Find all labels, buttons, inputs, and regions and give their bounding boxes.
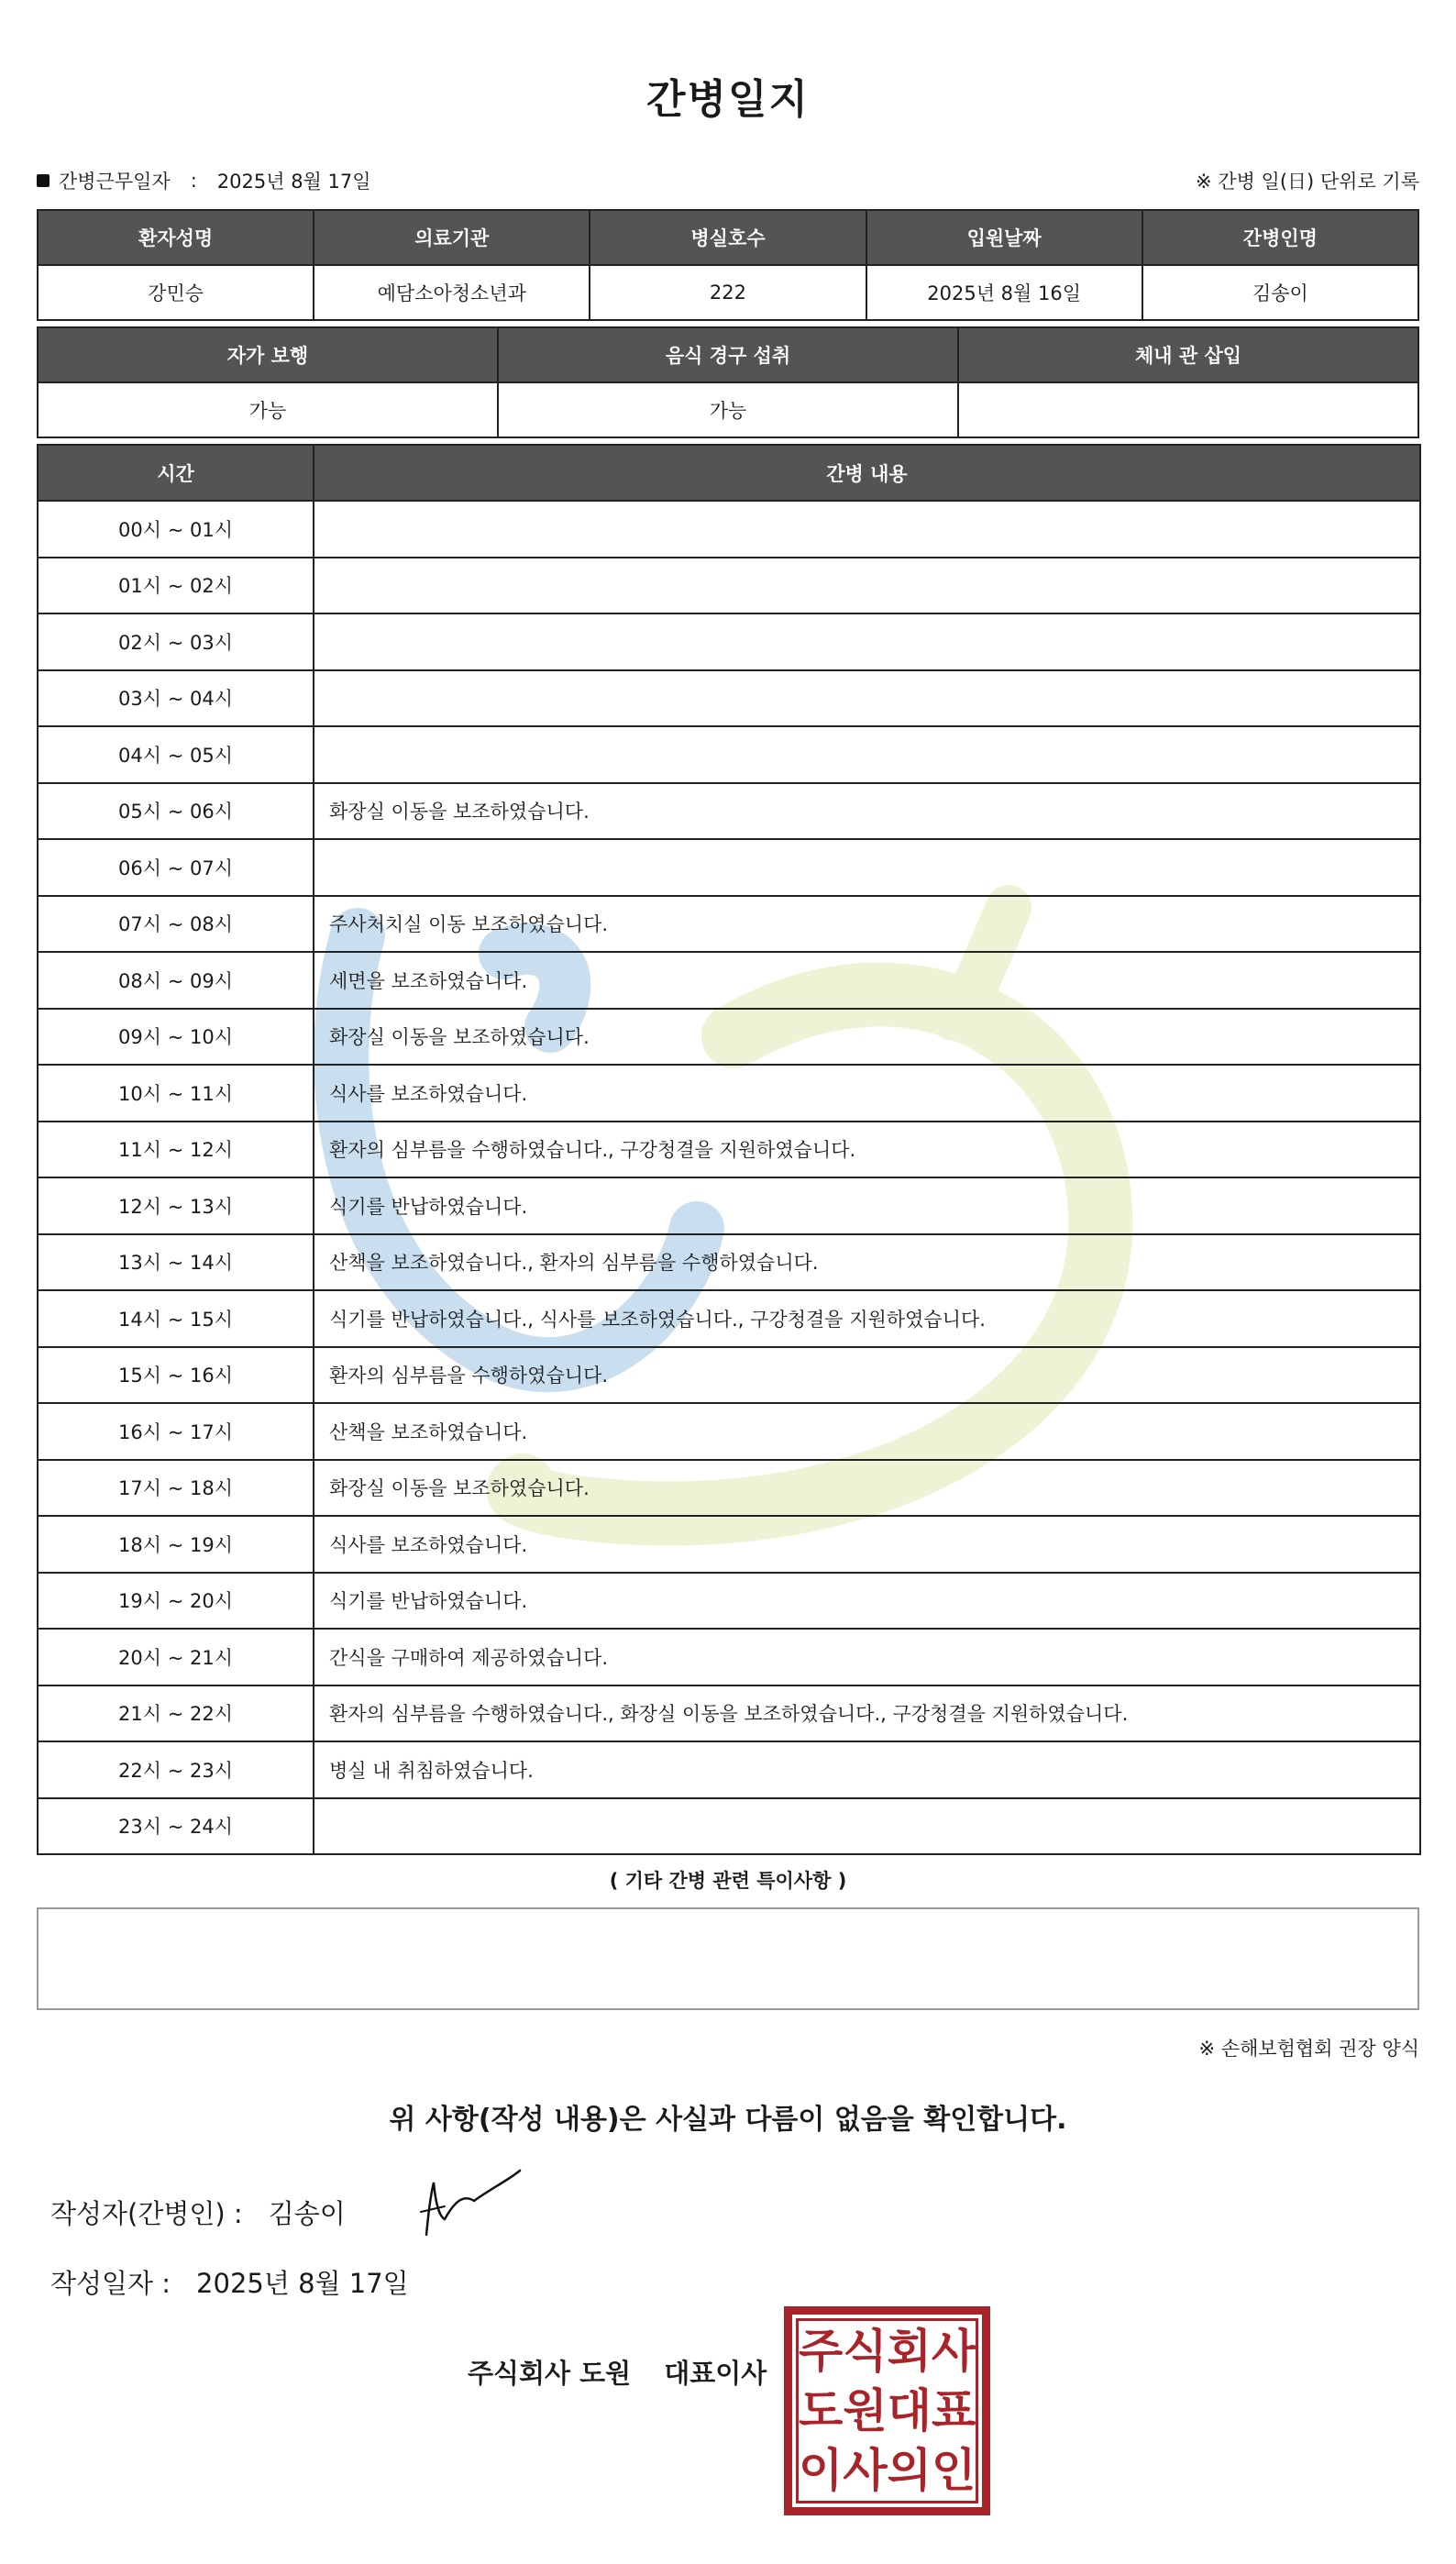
care-content-cell — [314, 1798, 1420, 1855]
header-care-content: 간병 내용 — [314, 445, 1420, 501]
care-content-cell: 식사를 보조하였습니다. — [314, 1516, 1420, 1573]
table-row — [38, 952, 1420, 1009]
care-content-cell — [314, 613, 1420, 670]
time-cell: 10시 ~ 11시 — [38, 1065, 314, 1122]
header-caregiver-name: 간병인명 — [1142, 210, 1418, 265]
company-signature — [468, 2353, 767, 2391]
table-row — [38, 1685, 1420, 1742]
time-cell: 04시 ~ 05시 — [38, 726, 314, 783]
special-notes-box — [37, 1907, 1419, 2010]
writer-label: 작성자(간병인) : — [50, 2198, 243, 2229]
seal-char: 주 — [799, 2324, 844, 2378]
work-date-separator: : — [190, 170, 197, 192]
table-row — [38, 783, 1420, 840]
confirmation-statement: 위 사항(작성 내용)은 사실과 다름이 없음을 확인합니다. — [389, 2104, 1067, 2136]
table-row — [38, 1065, 1420, 1122]
admission-date: 2025년 8월 16일 — [866, 265, 1142, 320]
writer-name: 김송이 — [268, 2198, 346, 2229]
care-content-cell — [314, 558, 1420, 614]
care-content-cell — [314, 501, 1420, 558]
patient-name: 강민승 — [38, 265, 314, 320]
table-row — [38, 1573, 1420, 1630]
signature-icon — [417, 2166, 527, 2239]
seal-char: 대 — [887, 2383, 932, 2437]
table-row — [38, 670, 1420, 727]
seal-grid — [796, 2318, 978, 2503]
seal-char: 의 — [887, 2444, 932, 2498]
care-content-cell — [314, 670, 1420, 727]
time-cell: 02시 ~ 03시 — [38, 613, 314, 670]
time-cell: 11시 ~ 12시 — [38, 1122, 314, 1178]
representative-title: 대표이사 — [664, 2358, 767, 2389]
time-cell: 01시 ~ 02시 — [38, 558, 314, 614]
care-content-cell: 간식을 구매하여 제공하였습니다. — [314, 1629, 1420, 1685]
care-content-cell: 세면을 보조하였습니다. — [314, 952, 1420, 1009]
header-tube-insertion: 체내 관 삽입 — [958, 327, 1418, 382]
header-oral-intake: 음식 경구 섭취 — [498, 327, 958, 382]
seal-char: 이 — [799, 2444, 844, 2498]
seal-char: 사 — [931, 2324, 976, 2378]
table-row — [38, 1009, 1420, 1066]
time-cell: 12시 ~ 13시 — [38, 1177, 314, 1234]
header-time: 시간 — [38, 445, 314, 501]
care-content-cell — [314, 839, 1420, 896]
table-row — [38, 1403, 1420, 1460]
care-content-cell: 식기를 반납하였습니다., 식사를 보조하였습니다., 구강청결을 지원하였습니다. — [314, 1290, 1420, 1347]
care-content-cell: 식사를 보조하였습니다. — [314, 1065, 1420, 1122]
care-content-cell: 병실 내 취침하였습니다. — [314, 1741, 1420, 1798]
time-cell: 08시 ~ 09시 — [38, 952, 314, 1009]
table-row — [38, 1629, 1420, 1685]
written-date-label: 작성일자 : — [50, 2268, 171, 2299]
table-row — [38, 501, 1420, 558]
care-log-table — [37, 444, 1421, 1855]
seal-char: 표 — [931, 2383, 976, 2437]
bullet-icon — [37, 174, 50, 187]
table-row — [38, 896, 1420, 953]
table-row — [38, 1516, 1420, 1573]
care-content-cell: 식기를 반납하였습니다. — [314, 1573, 1420, 1630]
header-self-walking: 자가 보행 — [38, 327, 498, 382]
patient-info-table — [37, 209, 1419, 321]
table-row — [38, 726, 1420, 783]
table-row — [38, 839, 1420, 896]
time-cell: 05시 ~ 06시 — [38, 783, 314, 840]
time-cell: 21시 ~ 22시 — [38, 1685, 314, 1742]
table-row — [38, 1741, 1420, 1798]
written-date-value: 2025년 8월 17일 — [196, 2268, 409, 2299]
unit-note: ※ 간병 일(日) 단위로 기록 — [1196, 171, 1419, 193]
seal-char: 원 — [843, 2383, 888, 2437]
header-patient-name: 환자성명 — [38, 210, 314, 265]
caregiver-name: 김송이 — [1142, 265, 1418, 320]
seal-char: 회 — [887, 2324, 932, 2378]
room-number: 222 — [590, 265, 866, 320]
table-row — [38, 558, 1420, 614]
care-content-cell: 식기를 반납하였습니다. — [314, 1177, 1420, 1234]
company-seal-icon — [784, 2306, 990, 2515]
header-hospital: 의료기관 — [314, 210, 590, 265]
self-walking: 가능 — [38, 382, 498, 437]
time-cell: 13시 ~ 14시 — [38, 1234, 314, 1291]
time-cell: 20시 ~ 21시 — [38, 1629, 314, 1685]
time-cell: 22시 ~ 23시 — [38, 1741, 314, 1798]
time-cell: 18시 ~ 19시 — [38, 1516, 314, 1573]
recommend-note: ※ 손해보험협회 권장 양식 — [1198, 2038, 1419, 2060]
seal-char: 인 — [931, 2444, 976, 2498]
seal-char: 식 — [843, 2324, 888, 2378]
header-room-number: 병실호수 — [590, 210, 866, 265]
time-cell: 19시 ~ 20시 — [38, 1573, 314, 1630]
time-cell: 03시 ~ 04시 — [38, 670, 314, 727]
written-date-row — [50, 2263, 409, 2301]
table-row — [38, 1122, 1420, 1178]
tube-insertion — [958, 382, 1418, 437]
care-content-cell: 화장실 이동을 보조하였습니다. — [314, 1460, 1420, 1517]
special-notes-title: ( 기타 간병 관련 특이사항 ) — [609, 1870, 847, 1892]
seal-char: 사 — [843, 2444, 888, 2498]
care-content-cell: 환자의 심부름을 수행하였습니다. — [314, 1347, 1420, 1404]
care-content-cell: 환자의 심부름을 수행하였습니다., 화장실 이동을 보조하였습니다., 구강청결을 지원하였습니다. — [314, 1685, 1420, 1742]
time-cell: 06시 ~ 07시 — [38, 839, 314, 896]
time-cell: 15시 ~ 16시 — [38, 1347, 314, 1404]
company-name: 주식회사 도원 — [468, 2358, 632, 2389]
time-cell: 07시 ~ 08시 — [38, 896, 314, 953]
care-content-cell: 화장실 이동을 보조하였습니다. — [314, 783, 1420, 840]
care-content-cell: 환자의 심부름을 수행하였습니다., 구강청결을 지원하였습니다. — [314, 1122, 1420, 1178]
time-cell: 09시 ~ 10시 — [38, 1009, 314, 1066]
document-title: 간병일지 — [645, 76, 810, 123]
table-row — [38, 613, 1420, 670]
time-cell: 16시 ~ 17시 — [38, 1403, 314, 1460]
meta-row — [37, 165, 1419, 196]
table-row — [38, 1347, 1420, 1404]
care-content-cell: 산책을 보조하였습니다. — [314, 1403, 1420, 1460]
work-date — [37, 167, 371, 194]
hospital: 예담소아청소년과 — [314, 265, 590, 320]
table-row — [38, 1290, 1420, 1347]
care-content-cell: 산책을 보조하였습니다., 환자의 심부름을 수행하였습니다. — [314, 1234, 1420, 1291]
header-admission-date: 입원날짜 — [866, 210, 1142, 265]
table-row — [38, 1460, 1420, 1517]
table-row — [38, 1234, 1420, 1291]
time-cell: 17시 ~ 18시 — [38, 1460, 314, 1517]
table-row — [38, 1177, 1420, 1234]
time-cell: 14시 ~ 15시 — [38, 1290, 314, 1347]
care-content-cell: 화장실 이동을 보조하였습니다. — [314, 1009, 1420, 1066]
writer-row — [50, 2194, 346, 2231]
patient-status-table — [37, 326, 1419, 438]
work-date-value: 2025년 8월 17일 — [216, 171, 371, 193]
care-content-cell — [314, 726, 1420, 783]
table-row — [38, 1798, 1420, 1855]
time-cell: 23시 ~ 24시 — [38, 1798, 314, 1855]
care-content-cell: 주사처치실 이동 보조하였습니다. — [314, 896, 1420, 953]
care-log-body — [38, 501, 1420, 1854]
oral-intake: 가능 — [498, 382, 958, 437]
work-date-label: 간병근무일자 — [59, 171, 171, 193]
time-cell: 00시 ~ 01시 — [38, 501, 314, 558]
seal-char: 도 — [799, 2383, 844, 2437]
